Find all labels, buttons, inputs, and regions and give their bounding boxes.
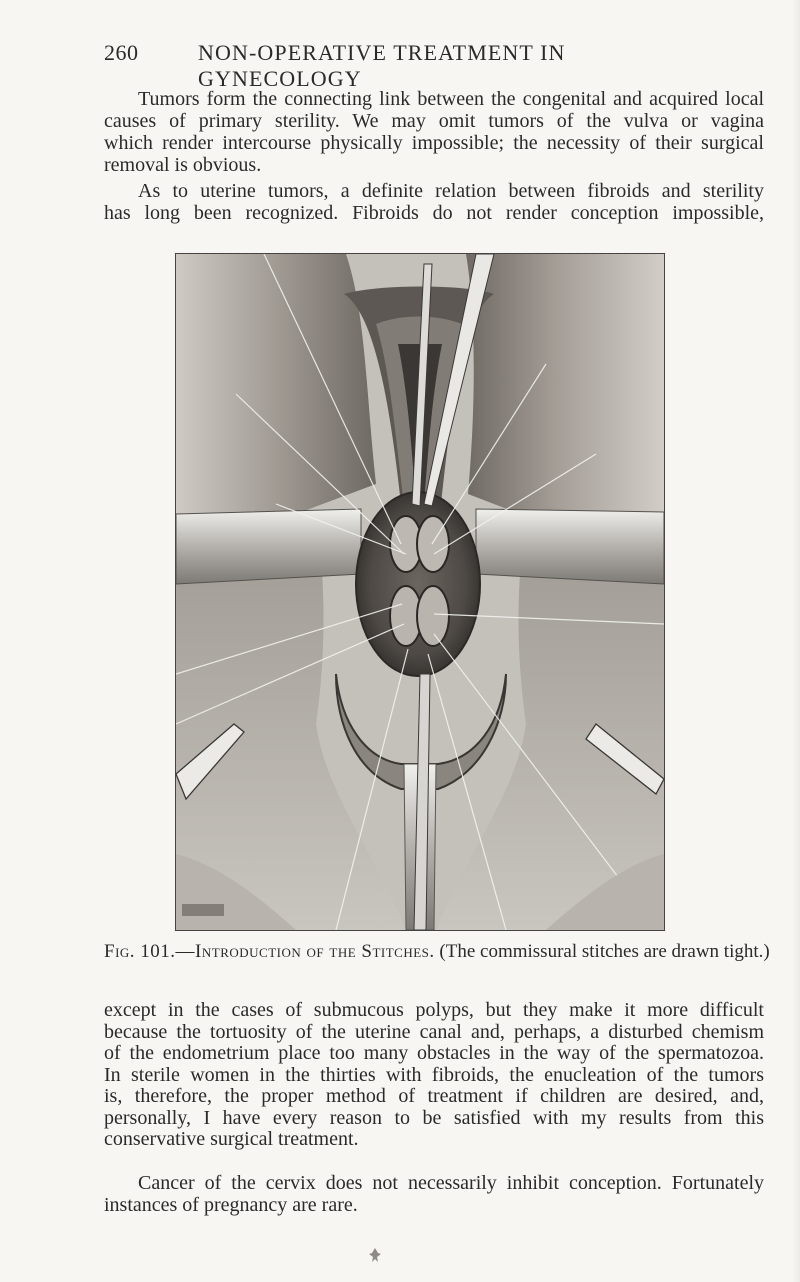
- text-line: because the tortuosity of the uterine canal and, perhaps, a disturbed chemism: [104, 1020, 764, 1043]
- text-line: As to uterine tumors, a definite relation between fibroids and sterility: [138, 180, 764, 202]
- text-line: has long been recognized. Fibroids do not render conception impossible,: [104, 202, 764, 224]
- paragraph-tumors: [104, 88, 764, 176]
- text-line: instances of pregnancy are rare.: [104, 1193, 358, 1216]
- text-line: conservative surgical treatment.: [104, 1128, 359, 1150]
- text-line: personally, I have every reason to be satisfied with my results from this: [104, 1106, 764, 1129]
- page-header: [104, 40, 704, 91]
- text-line: of the endometrium place too many obstacles in the way of the spermatozoa.: [104, 1042, 764, 1064]
- page-number: 260: [104, 40, 139, 65]
- figure-illustration: [175, 253, 665, 931]
- text-line: causes of primary sterility. We may omit tumors of the vulva or vagina: [104, 110, 764, 132]
- caption-title: —Introduction of the Stitches.: [175, 941, 435, 962]
- text-line: which render intercourse physically impossible; the necessity of their surgical: [104, 132, 764, 154]
- paragraph-cancer: [104, 1173, 764, 1216]
- text-line: Cancer of the cervix does not necessarily inhibit conception. Fortunately: [138, 1172, 764, 1194]
- page-edge-shadow: [792, 0, 800, 1282]
- text-line: is, therefore, the proper method of treatment if children are desired, and,: [104, 1085, 764, 1107]
- paragraph-fibroids-continued: [104, 1000, 764, 1151]
- figure-caption: [104, 941, 770, 963]
- surgical-illustration: [176, 254, 664, 930]
- caption-note: (The commissural stitches are drawn tight.): [439, 941, 770, 962]
- paragraph-uterine-tumors: [104, 180, 764, 224]
- caption-label: Fig. 101.: [104, 941, 176, 962]
- text-line: except in the cases of submucous polyps, but they make it more difficult: [104, 999, 764, 1021]
- page-mark-icon: [369, 1248, 381, 1262]
- text-line: Tumors form the connecting link between the congenital and acquired local: [138, 88, 764, 110]
- text-line: removal is obvious.: [104, 154, 262, 176]
- signature-mark: [182, 904, 224, 916]
- running-head: NON-OPERATIVE TREATMENT IN GYNECOLOGY: [198, 40, 566, 91]
- text-line: In sterile women in the thirties with fibroids, the enucleation of the tumors: [104, 1063, 764, 1086]
